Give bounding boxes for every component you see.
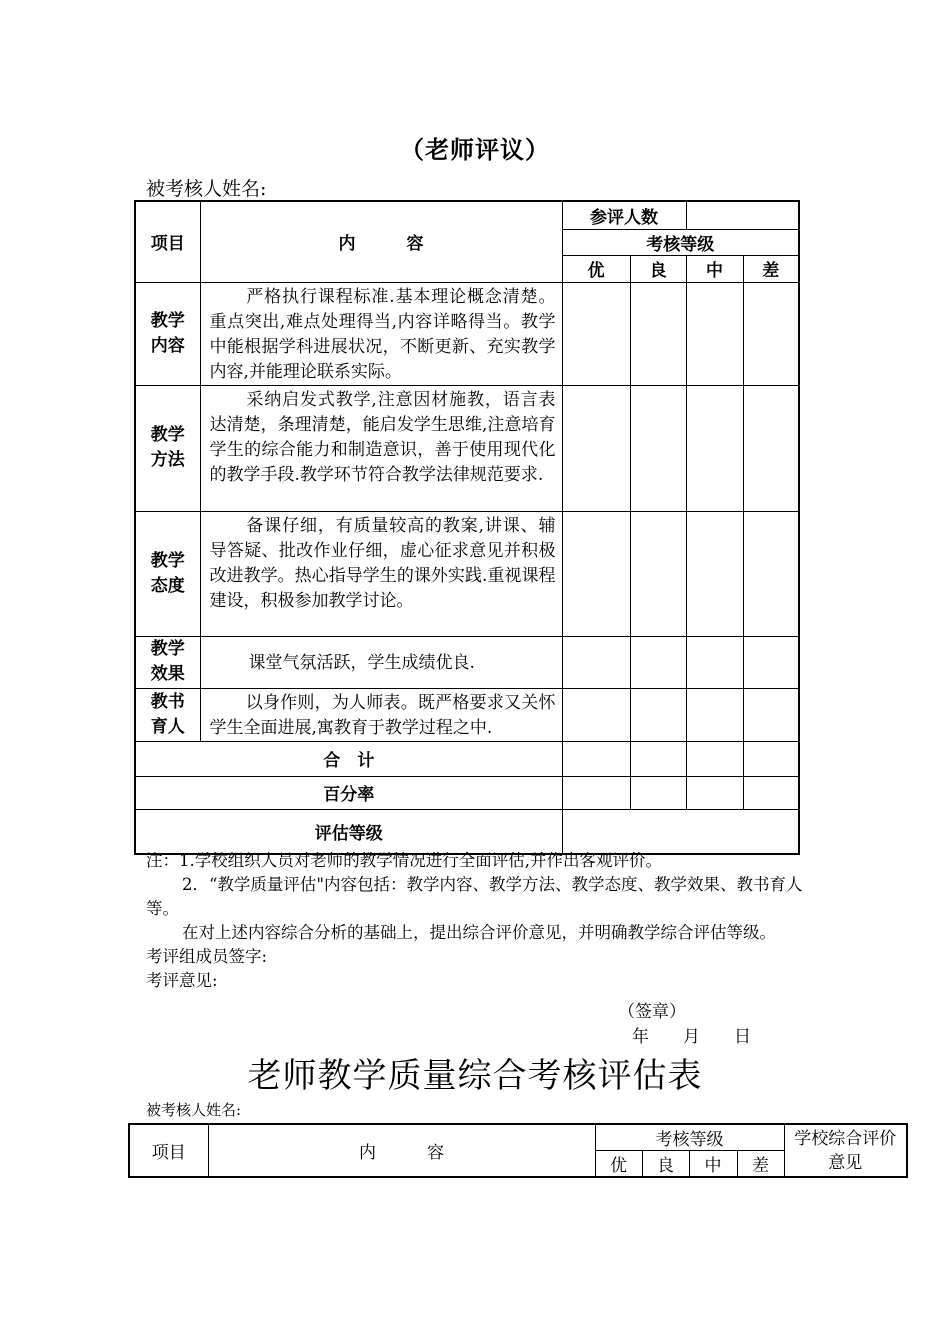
grade-good: 良 <box>630 255 686 282</box>
grade-excellent-2: 优 <box>595 1151 642 1178</box>
rating-cell[interactable] <box>743 511 799 636</box>
members-signature-label: 考评组成员签字: <box>146 947 268 966</box>
col-header-content-2: 内 容 <box>208 1124 595 1177</box>
percentage-label: 百分率 <box>135 776 562 809</box>
total-cell[interactable] <box>630 741 686 776</box>
percentage-cell[interactable] <box>686 776 743 809</box>
rating-cell[interactable] <box>630 511 686 636</box>
participants-label: 参评人数 <box>562 201 686 229</box>
row-content: 课堂气氛活跃，学生成绩优良. <box>200 636 562 688</box>
rating-cell[interactable] <box>630 636 686 688</box>
rating-cell[interactable] <box>686 282 743 385</box>
row-item-label: 教书 育人 <box>135 688 200 741</box>
grade-header: 考核等级 <box>562 229 799 255</box>
total-cell[interactable] <box>562 741 630 776</box>
rating-cell[interactable] <box>562 636 630 688</box>
rating-cell[interactable] <box>743 385 799 511</box>
assessment-table <box>128 1123 908 1178</box>
rating-cell[interactable] <box>743 688 799 741</box>
examinee-name-label: 被考核人姓名: <box>146 178 267 200</box>
rating-cell[interactable] <box>630 282 686 385</box>
grade-medium: 中 <box>686 255 743 282</box>
participants-value-cell[interactable] <box>686 201 799 229</box>
table-row <box>135 636 799 688</box>
col-header-item-2: 项目 <box>129 1124 208 1177</box>
row-item-label: 教学 效果 <box>135 636 200 688</box>
date-label: 年 月 日 <box>632 1027 751 1047</box>
rating-value-cell[interactable] <box>562 809 799 854</box>
teacher-review-table <box>134 200 800 855</box>
rating-cell[interactable] <box>562 511 630 636</box>
rating-cell[interactable] <box>630 688 686 741</box>
percentage-cell[interactable] <box>743 776 799 809</box>
total-cell[interactable] <box>686 741 743 776</box>
rating-cell[interactable] <box>562 282 630 385</box>
total-row <box>135 741 799 776</box>
table-row <box>135 688 799 741</box>
row-content: 严格执行课程标准.基本理论概念清楚。重点突出,难点处理得当,内容详略得当。教学中能根据学科进展状况，不断更新、充实教学内容,并能理论联系实际。 <box>200 282 562 385</box>
page-title-teacher-review: （老师评议） <box>400 136 550 164</box>
note-1: 注：1.学校组织人员对老师的教学情况进行全面评估,并作出客观评价。 <box>146 851 662 870</box>
rating-cell[interactable] <box>562 688 630 741</box>
opinion-label: 考评意见: <box>146 971 218 990</box>
page-title-assessment-form: 老师教学质量综合考核评估表 <box>247 1056 703 1096</box>
total-cell[interactable] <box>743 741 799 776</box>
rating-cell[interactable] <box>686 511 743 636</box>
seal-label: （签章） <box>618 1002 686 1022</box>
rating-cell[interactable] <box>686 385 743 511</box>
note-3: 在对上述内容综合分析的基础上，提出综合评价意见，并明确教学综合评估等级。 <box>182 923 776 942</box>
grade-poor-2: 差 <box>737 1151 784 1178</box>
percentage-row <box>135 776 799 809</box>
col-header-content: 内 容 <box>200 201 562 282</box>
note-2: 2．“教学质量评估"内容包括：教学内容、教学方法、教学态度、教学效果、教书育人等。 <box>146 875 803 918</box>
rating-cell[interactable] <box>686 688 743 741</box>
rating-cell[interactable] <box>686 636 743 688</box>
row-content: 采纳启发式教学,注意因材施教，语言表达清楚，条理清楚，能启发学生思维,注意培育学生的综合能力和制造意识，善于使用现代化的教学手段.教学环节符合教学法律规范要求. <box>200 385 562 511</box>
rating-cell[interactable] <box>743 636 799 688</box>
col-header-item: 项目 <box>135 201 200 282</box>
rating-label: 评估等级 <box>135 809 562 854</box>
examinee-name-label-2: 被考核人姓名: <box>146 1101 242 1119</box>
grade-header-2: 考核等级 <box>595 1124 784 1151</box>
rating-row <box>135 809 799 854</box>
notes <box>146 849 806 993</box>
table-row <box>135 282 799 385</box>
grade-poor: 差 <box>743 255 799 282</box>
rating-cell[interactable] <box>743 282 799 385</box>
rating-cell[interactable] <box>562 385 630 511</box>
percentage-cell[interactable] <box>630 776 686 809</box>
grade-good-2: 良 <box>642 1151 689 1178</box>
school-opinion-header: 学校综合评价意见 <box>784 1124 907 1177</box>
percentage-cell[interactable] <box>562 776 630 809</box>
table-row <box>135 511 799 636</box>
grade-excellent: 优 <box>562 255 630 282</box>
row-content: 以身作则，为人师表。既严格要求又关怀学生全面进展,寓教育于教学过程之中. <box>200 688 562 741</box>
row-item-label: 教学 内容 <box>135 282 200 385</box>
row-item-label: 教学 方法 <box>135 385 200 511</box>
total-label: 合 计 <box>135 741 562 776</box>
grade-medium-2: 中 <box>689 1151 737 1178</box>
row-content: 备课仔细，有质量较高的教案,讲课、辅导答疑、批改作业仔细，虚心征求意见并积极改进教学。热心指导学生的课外实践.重视课程建设，积极参加教学讨论。 <box>200 511 562 636</box>
rating-cell[interactable] <box>630 385 686 511</box>
row-item-label: 教学 态度 <box>135 511 200 636</box>
table-row <box>135 385 799 511</box>
